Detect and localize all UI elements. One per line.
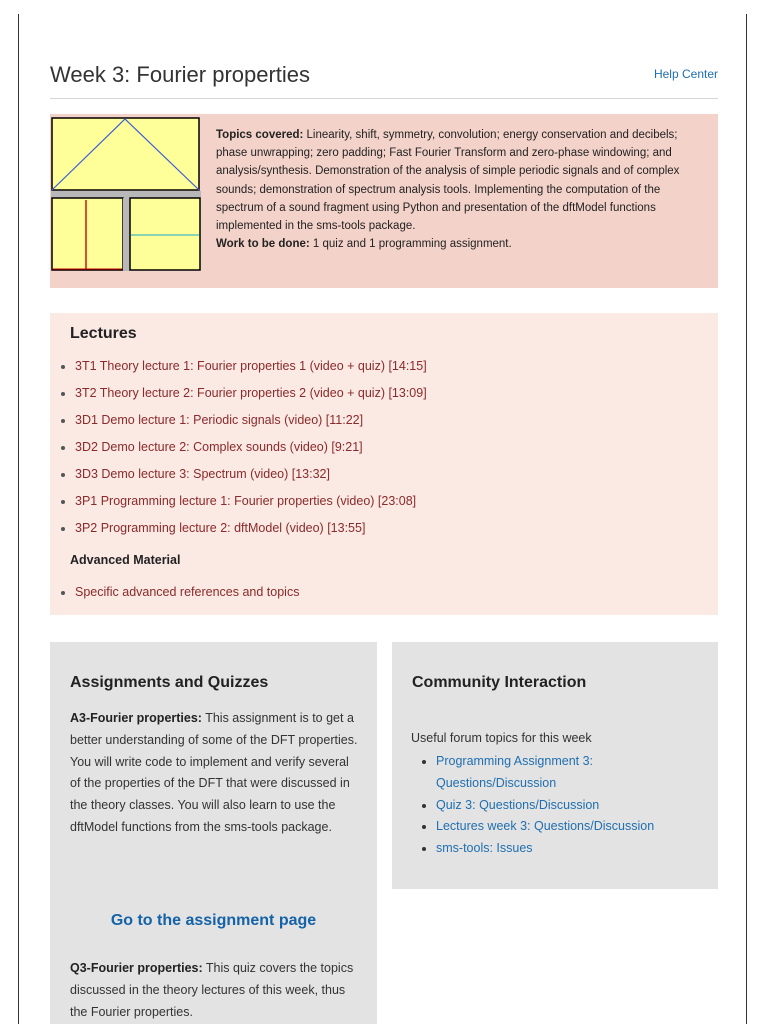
q3-text: This quiz covers the topics discussed in the theory lectures of this week, thus the Fourier properties. bbox=[70, 961, 354, 1019]
forum-link-sms-tools-issues[interactable]: sms-tools: Issues bbox=[411, 838, 701, 860]
lecture-link-3t2[interactable]: 3T2 Theory lecture 2: Fourier properties 2 (video + quiz) [13:09] bbox=[50, 385, 427, 412]
forum-link-quiz[interactable]: Quiz 3: Questions/Discussion bbox=[411, 795, 701, 817]
forum-link-lectures[interactable]: Lectures week 3: Questions/Discussion bbox=[411, 816, 701, 838]
week-thumbnail-image bbox=[51, 117, 201, 271]
thumb-bottom-right-plot bbox=[130, 198, 200, 270]
assignment-page-link[interactable]: Go to the assignment page bbox=[110, 912, 317, 929]
forum-intro-text: Useful forum topics for this week bbox=[411, 731, 592, 745]
a3-description bbox=[70, 708, 360, 839]
q3-label: Q3-Fourier properties: bbox=[70, 961, 203, 975]
page-title: Week 3: Fourier properties bbox=[50, 62, 311, 87]
advanced-material-heading: Advanced Material bbox=[70, 553, 181, 567]
lecture-link-3d1[interactable]: 3D1 Demo lecture 1: Periodic signals (video) [11:22] bbox=[50, 412, 427, 439]
thumb-top-plot bbox=[52, 118, 199, 190]
week-summary-panel bbox=[50, 114, 718, 288]
advanced-material-list bbox=[50, 584, 299, 601]
help-center-link[interactable]: Help Center bbox=[653, 67, 718, 81]
assignments-panel bbox=[50, 642, 377, 1024]
lecture-list bbox=[50, 358, 427, 547]
work-label: Work to be done: bbox=[216, 238, 310, 251]
topics-text: Linearity, shift, symmetry, convolution; energy conservation and decibels; phase unwrapping; zero padding; Fast Fourier Transform and zero-phase windowing; and analysis/synthesis. Demonstration of the analysis of simple periodic signals and of complex sounds; demonstration of spectrum analysis tools. Implementing the computation of the spectrum of a sound fragment using Python and presentation of the dftModel functions implemented in the sms-tools package. bbox=[216, 129, 680, 233]
lecture-link-3p1[interactable]: 3P1 Programming lecture 1: Fourier properties (video) [23:08] bbox=[50, 493, 427, 520]
lectures-panel bbox=[50, 313, 718, 615]
forum-link-programming-assignment[interactable]: Programming Assignment 3: Questions/Discussion bbox=[411, 751, 701, 795]
lecture-link-3d2[interactable]: 3D2 Demo lecture 2: Complex sounds (video) [9:21] bbox=[50, 439, 427, 466]
assignments-heading: Assignments and Quizzes bbox=[70, 674, 269, 691]
forum-links-list bbox=[411, 751, 701, 860]
community-heading: Community Interaction bbox=[412, 674, 587, 691]
page-header bbox=[50, 62, 718, 99]
topics-label: Topics covered: bbox=[216, 129, 304, 141]
thumb-gray-gap-vertical bbox=[123, 198, 130, 271]
work-text: 1 quiz and 1 programming assignment. bbox=[309, 238, 512, 251]
lectures-heading: Lectures bbox=[70, 325, 137, 342]
lecture-link-3t1[interactable]: 3T1 Theory lecture 1: Fourier properties 1 (video + quiz) [14:15] bbox=[50, 358, 427, 385]
a3-label: A3-Fourier properties: bbox=[70, 711, 202, 725]
page-container bbox=[18, 14, 747, 1024]
thumb-gray-gap bbox=[51, 191, 201, 198]
advanced-references-link[interactable]: Specific advanced references and topics bbox=[50, 584, 299, 601]
lecture-link-3p2[interactable]: 3P2 Programming lecture 2: dftModel (video) [13:55] bbox=[50, 520, 427, 547]
lecture-link-3d3[interactable]: 3D3 Demo lecture 3: Spectrum (video) [13:32] bbox=[50, 466, 427, 493]
thumb-bottom-left-plot bbox=[52, 198, 123, 270]
q3-description bbox=[70, 958, 360, 1023]
community-panel bbox=[392, 642, 718, 889]
summary-description bbox=[216, 126, 708, 253]
a3-text: This assignment is to get a better understanding of some of the DFT properties. You will write code to implement and verify several of the properties of the DFT that were discussed in the theory classes. You will also learn to use the dftModel functions from the sms-tools package. bbox=[70, 711, 358, 834]
